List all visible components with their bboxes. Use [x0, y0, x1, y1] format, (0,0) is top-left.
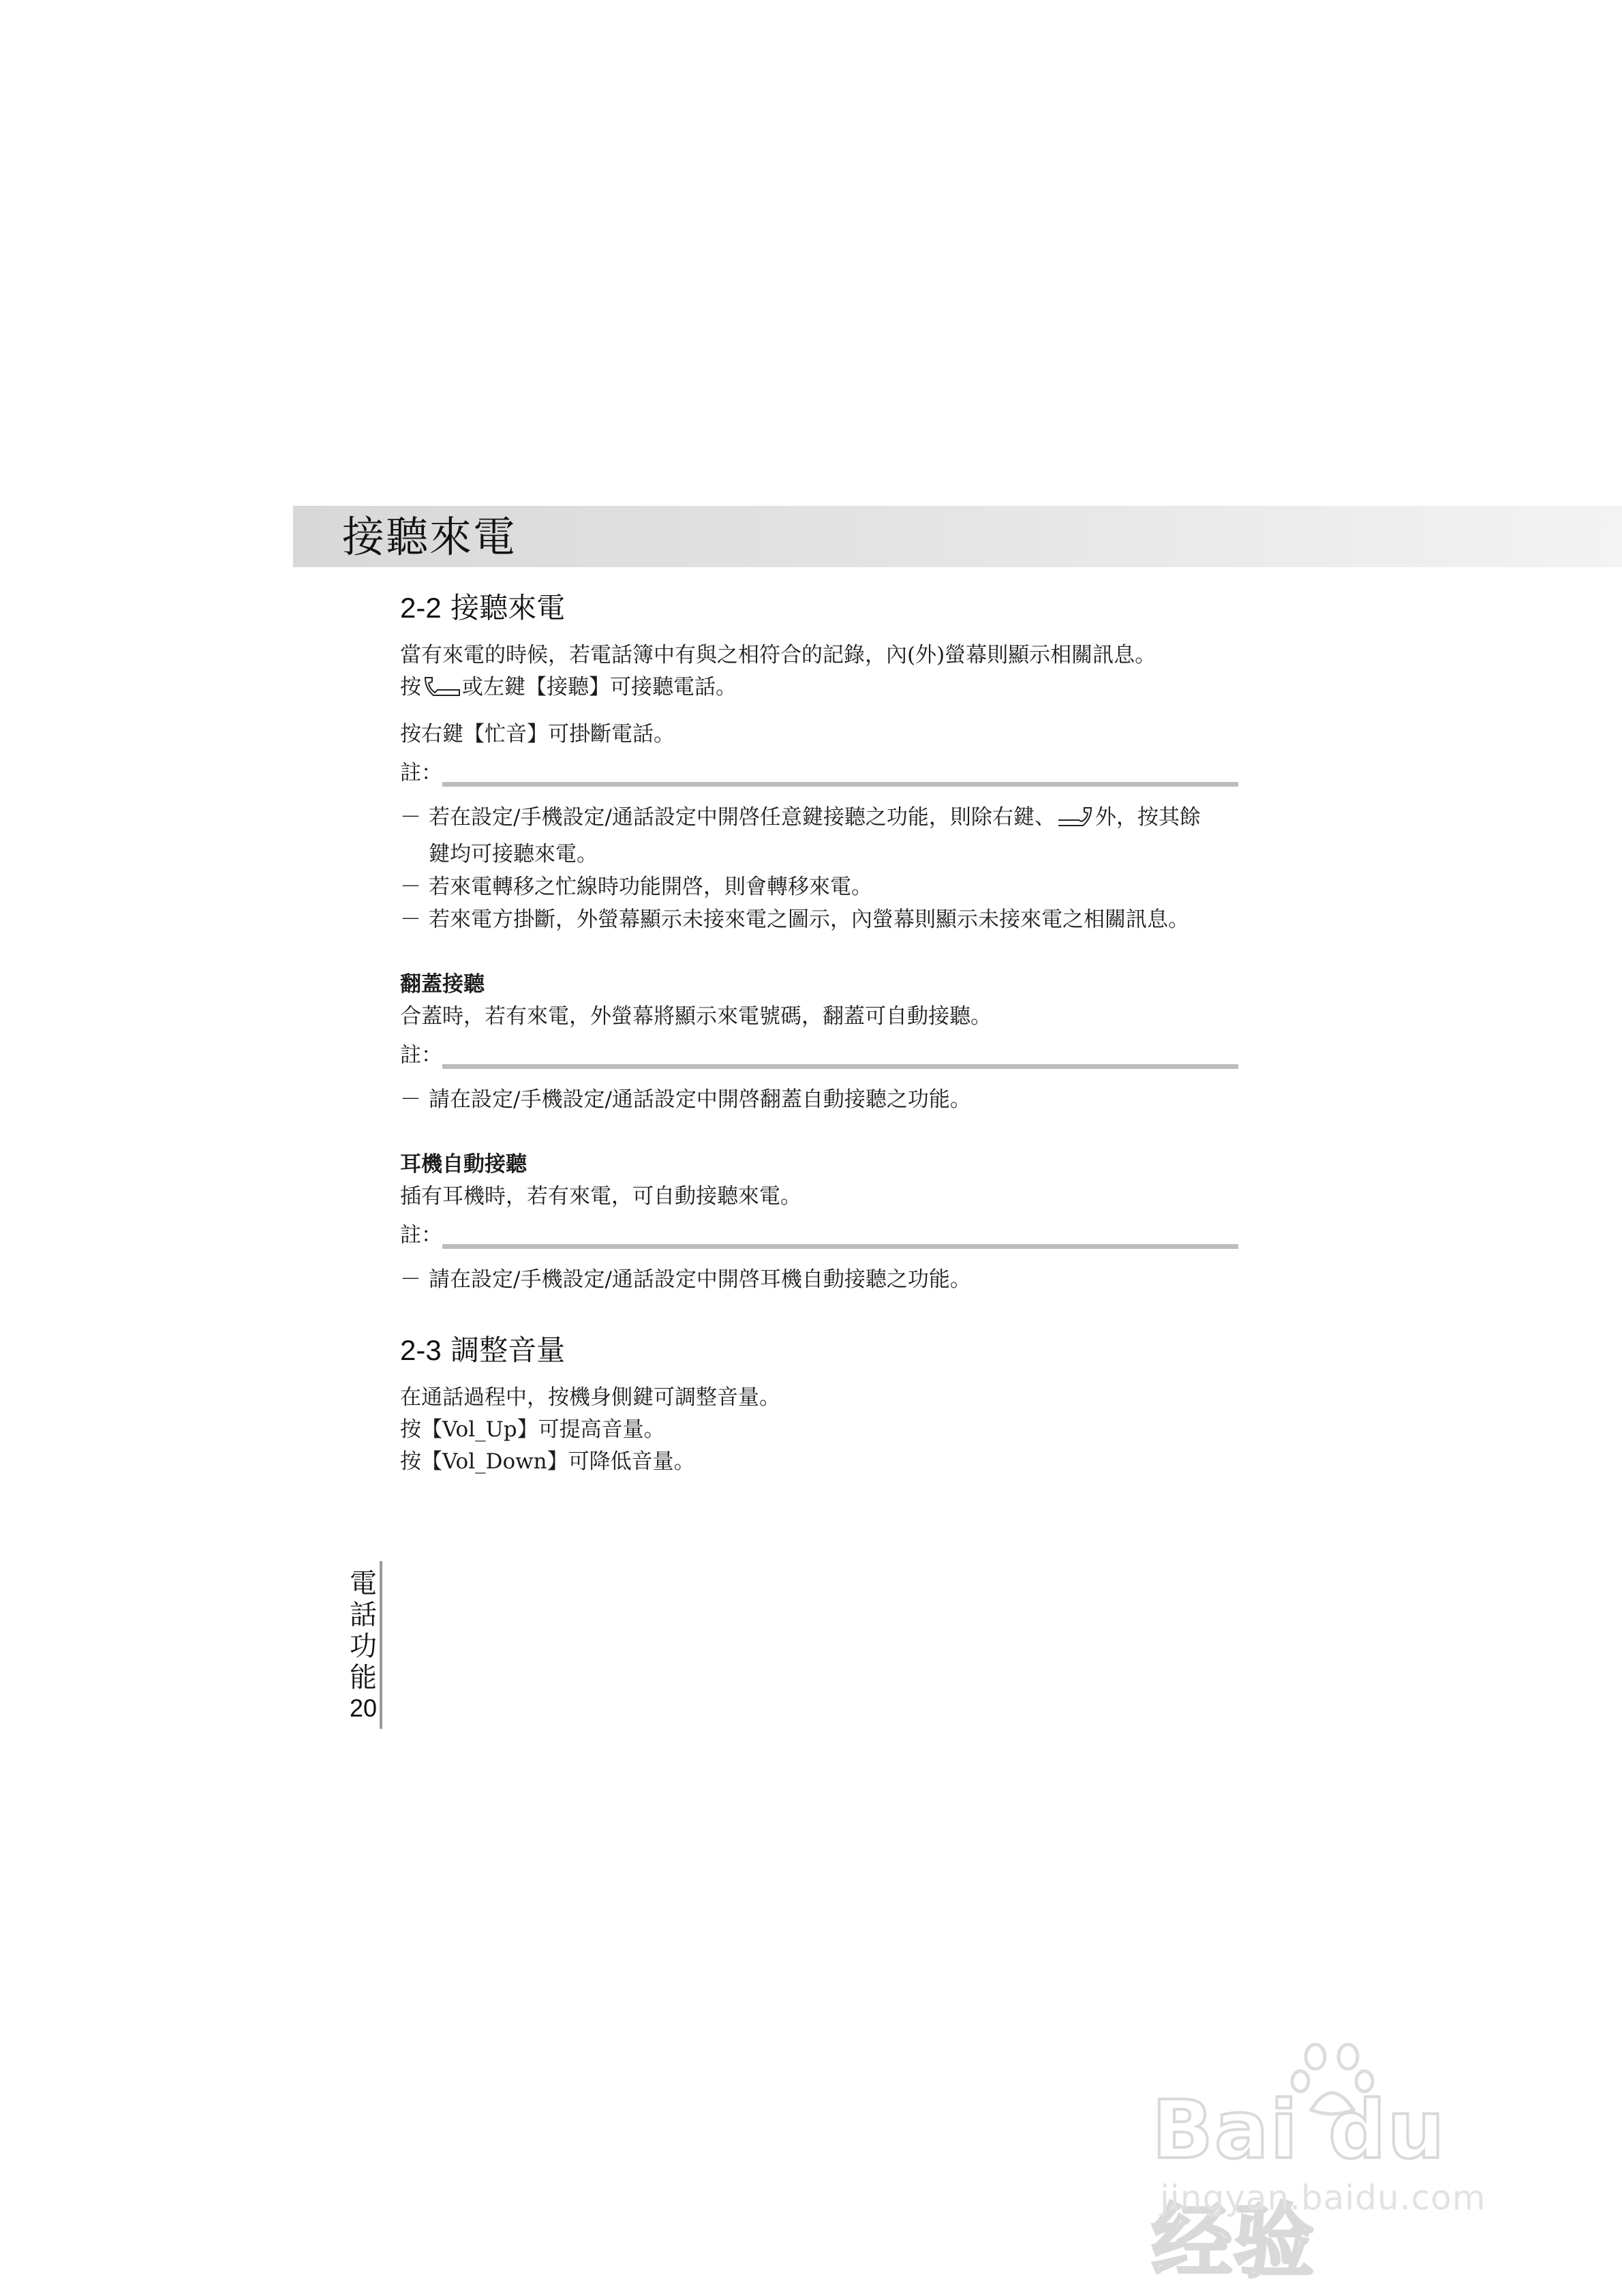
text-fragment: 請在設定/手機設定/通話設定中開啓耳機自動接聽之功能。: [429, 1267, 971, 1292]
list-item: [400, 903, 1238, 936]
bullet-dash: －: [400, 1267, 421, 1292]
bullet-dash: －: [400, 907, 421, 932]
subheading-flip-answer: 翻蓋接聽: [400, 972, 485, 997]
text-fragment: 或左鍵【接聽】可接聽電話。: [462, 675, 737, 699]
paragraph-flip: 合蓋時，若有來電，外螢幕將顯示來電號碼，翻蓋可自動接聽。: [400, 1004, 992, 1029]
watermark-url: jingyan.baidu.com: [1160, 2178, 1486, 2218]
paragraph-answer-key: [400, 671, 1238, 708]
divider: [442, 782, 1238, 787]
chapter-banner: [293, 506, 1622, 567]
side-tab-char: 話: [350, 1599, 377, 1631]
note-header: [400, 757, 1238, 791]
paragraph-volume-down: 按【Vol_Down】可降低音量。: [400, 1449, 695, 1474]
divider: [442, 1064, 1238, 1069]
text-fragment: 按: [400, 675, 421, 699]
bullet-dash: －: [400, 805, 421, 830]
list-item: [400, 871, 1238, 903]
section-heading-volume: [400, 1329, 1238, 1372]
side-tab-char: 功: [350, 1631, 377, 1662]
page-number: 20: [349, 1694, 378, 1722]
side-tab: [345, 1568, 382, 1723]
side-tab-char: 電: [350, 1568, 377, 1599]
note-header: [400, 1040, 1238, 1074]
text-fragment: 外，按其餘: [1095, 805, 1201, 830]
subheading-headset-answer: 耳機自動接聽: [400, 1152, 527, 1177]
note-label: 註：: [400, 1223, 442, 1248]
section-title: 接聽來電: [450, 591, 566, 624]
paragraph-caller-info: 當有來電的時候，若電話簿中有與之相符合的記錄，內(外)螢幕則顯示相關訊息。: [400, 643, 1157, 667]
text-fragment: 請在設定/手機設定/通話設定中開啓翻蓋自動接聽之功能。: [429, 1087, 971, 1112]
list-item: [400, 1083, 1238, 1116]
side-tab-char: 能: [350, 1662, 377, 1693]
section-title: 調整音量: [450, 1333, 566, 1367]
text-fragment: 若在設定/手機設定/通話設定中開啓任意鍵接聽之功能，則除右鍵、: [429, 805, 1056, 830]
note-label: 註：: [400, 1043, 442, 1068]
paragraph-volume-up: 按【Vol_Up】可提高音量。: [400, 1417, 665, 1442]
text-fragment: 若來電方掛斷，外螢幕顯示未接來電之圖示，內螢幕則顯示未接來電之相關訊息。: [429, 907, 1189, 932]
phone-end-icon: [1057, 805, 1094, 838]
text-fragment: 鍵均可接聽來電。: [429, 842, 598, 866]
section-number: 2-3: [400, 1334, 442, 1366]
note-header: [400, 1220, 1238, 1254]
paragraph-headset: 插有耳機時，若有來電，可自動接聽來電。: [400, 1184, 801, 1209]
phone-send-icon: [423, 675, 461, 708]
text-fragment: 若來電轉移之忙線時功能開啓，則會轉移來電。: [429, 875, 872, 899]
note-label: 註：: [400, 761, 442, 785]
paragraph-volume-intro: 在通話過程中，按機身側鍵可調整音量。: [400, 1385, 780, 1410]
list-item: [400, 1263, 1238, 1296]
bullet-dash: －: [400, 1087, 421, 1112]
list-item: [400, 801, 1238, 871]
divider: [442, 1244, 1238, 1249]
watermark: [1152, 2042, 1533, 2289]
section-number: 2-2: [400, 592, 442, 624]
bullet-dash: －: [400, 875, 421, 899]
paragraph-reject-key: 按右鍵【忙音】可掛斷電話。: [400, 722, 675, 746]
page-title: 接聽來電: [342, 512, 517, 562]
main-content: [400, 586, 1238, 1478]
watermark-brand: Bai du 经验: [1152, 2083, 1446, 2289]
section-heading-answer: [400, 586, 1238, 630]
